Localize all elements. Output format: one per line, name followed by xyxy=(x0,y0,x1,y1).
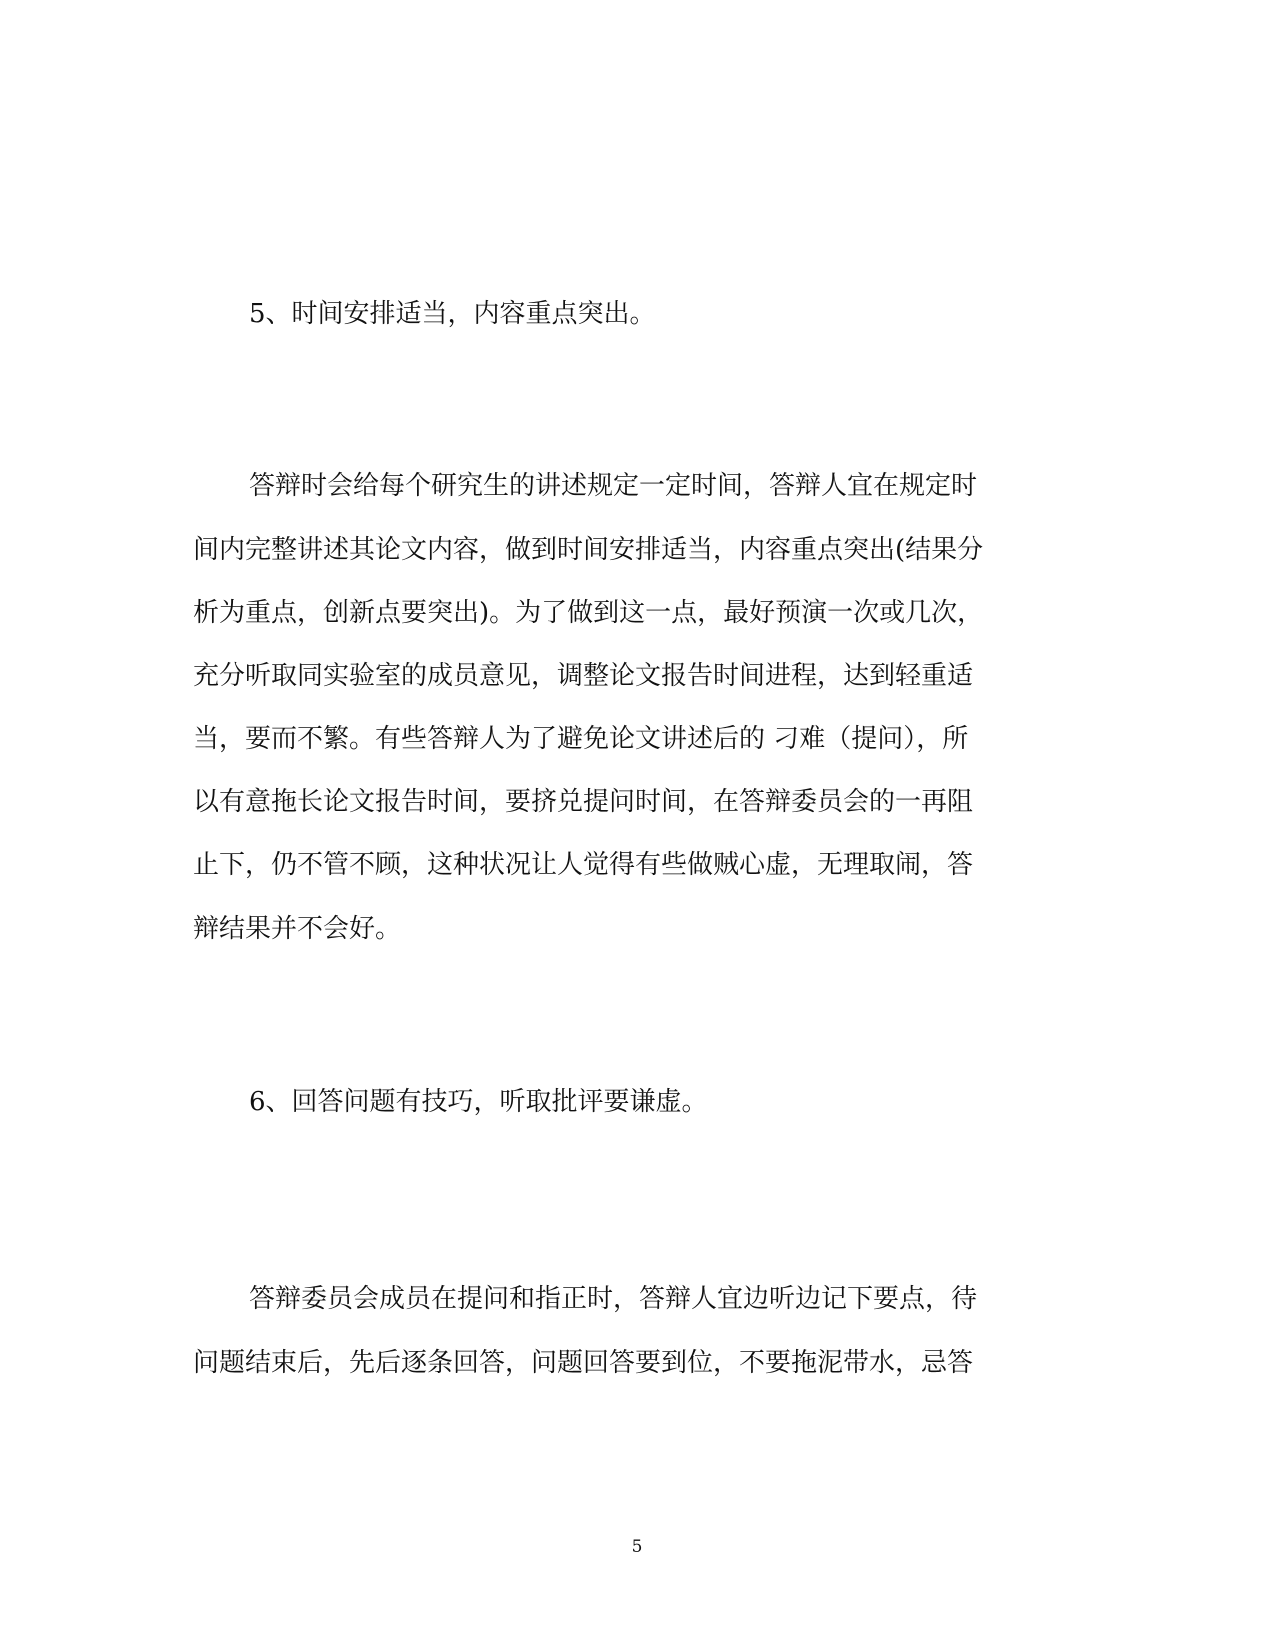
paragraph-line: 以有意拖长论文报告时间，要挤兑提问时间，在答辩委员会的一再阻 xyxy=(193,787,974,817)
paragraph-line: 当，要而不繁。有些答辩人为了避免论文讲述后的 刁难（提问），所 xyxy=(193,724,969,754)
paragraph-line: 问题结束后，先后逐条回答，问题回答要到位，不要拖泥带水，忌答 xyxy=(193,1348,974,1378)
section-5-heading: 5、时间安排适当，内容重点突出。 xyxy=(249,299,656,329)
page-number: 5 xyxy=(631,1537,643,1557)
section-6-heading: 6、回答问题有技巧，听取批评要谦虚。 xyxy=(249,1087,708,1117)
paragraph-line: 间内完整讲述其论文内容，做到时间安排适当，内容重点突出(结果分 xyxy=(193,535,984,565)
paragraph-line: 止下，仍不管不顾，这种状况让人觉得有些做贼心虚，无理取闹，答 xyxy=(193,850,974,880)
paragraph-line: 充分听取同实验室的成员意见，调整论文报告时间进程，达到轻重适 xyxy=(193,661,974,691)
paragraph-line: 答辩委员会成员在提问和指正时，答辩人宜边听边记下要点，待 xyxy=(249,1284,978,1314)
paragraph-line: 答辩时会给每个研究生的讲述规定一定时间，答辩人宜在规定时 xyxy=(249,471,978,501)
paragraph-line: 辩结果并不会好。 xyxy=(193,914,402,944)
paragraph-line: 析为重点，创新点要突出)。为了做到这一点，最好预演一次或几次， xyxy=(193,598,984,628)
